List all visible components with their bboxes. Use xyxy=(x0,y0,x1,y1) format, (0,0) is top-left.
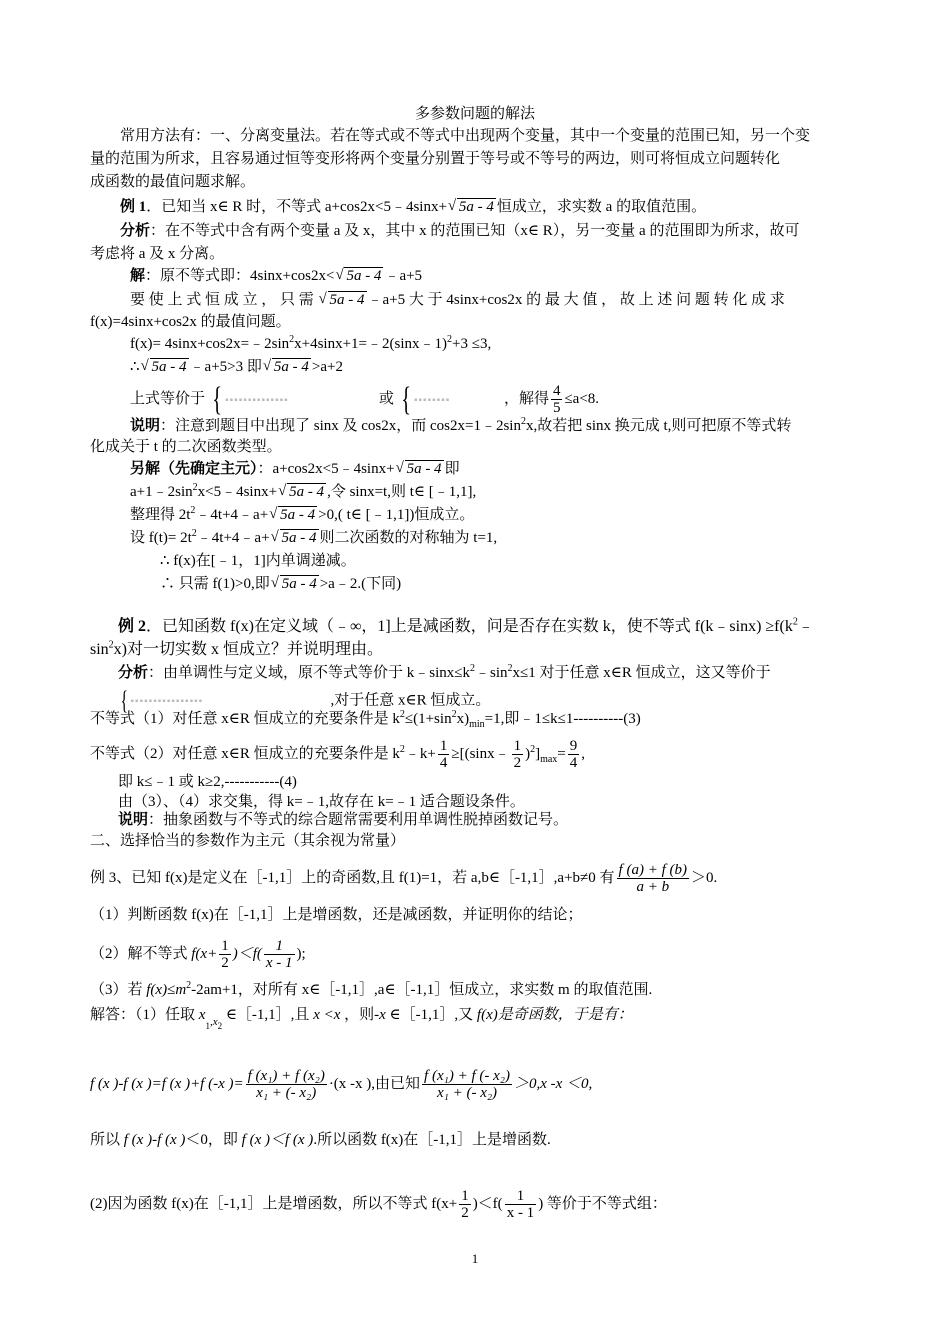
intro-line-2: 量的范围为所求，且容易通过恒等变形将两个变量分别置于等号或不等号的两边，则可将恒成立问题转化 xyxy=(90,151,781,167)
brace-system-icon: { xyxy=(400,380,411,418)
example-3-solution-2: f (x )-f (x )=f (x )+f (-x )= $\frac{\text{f (x₁) + f (x₂)}}{\text{x₁ + (- x₂)}}$ ·(x -x ),由已知 $\frac{\text{f (x₁) + f (- x₂)}}{\text{x₁ + (- x₂)}}$ ＞0,x -x ＜0, xyxy=(90,1068,593,1101)
example-1-analysis-2: 考虑将 a 及 x 分离。 xyxy=(90,246,225,262)
example-1-solution-3: f(x)=4sinx+cos2x 的最值问题。 xyxy=(90,314,291,330)
fraction: $\frac{f (a) + f (b)}{a + b}$ xyxy=(618,862,687,895)
example-1-note-2: 化成关于 t 的二次函数类型。 xyxy=(90,439,282,455)
faded-inequality-system: ▪▪▪▪▪▪▪▪ xyxy=(413,394,451,406)
example-1-statement: 例 1．已知当 x∈ R 时，不等式 a+cos2x<5﹣4sinx+√ 5a - 4 恒成立，求实数 a 的取值范围。 xyxy=(120,197,706,217)
example-1-solution-1: 解：原不等式即：4sinx+cos2x<√ 5a - 4 ﹣a+5 xyxy=(130,266,422,286)
sqrt-expression: √ 5a - 4 xyxy=(278,482,326,502)
example-1-alt-3: 整理得 $2t^2﹣4t+4﹣a+√$ 5a - 4 >0,( t∈ [﹣1,1])恒成立。 xyxy=(130,505,474,525)
example-1-solution-6: 上式等价于 { ▪▪▪▪▪▪▪▪▪▪▪▪▪▪ 或 { ▪▪▪▪▪▪▪▪ ，解得 $\frac{4}{5}$ ≤a<8. xyxy=(130,380,600,418)
example-2-line-6: 由（3）、（4）求交集，得 k=﹣1,故存在 k=﹣1 适合题设条件。 xyxy=(118,794,525,810)
example-1-alt-1: 另解（先确定主元）：a+cos2x<5﹣4sinx+√ 5a - 4 即 xyxy=(130,459,460,479)
sqrt-expression: √ 5a - 4 xyxy=(319,290,367,310)
example-1-alt-4: 设 $f(t)= 2t^2﹣4t+4﹣a+√$ 5a - 4 则二次函数的对称轴为 t=1, xyxy=(130,528,497,548)
example-1-solution-2: 要 使 上 式 恒 成 立 ， 只 需 √ 5a - 4 ﹣a+5 大 于 4sinx+cos2x 的 最 大 值 ， 故 上 述 问 题 转 化 成 求 xyxy=(130,290,785,310)
example-1-solution-5: ∴√ 5a - 4 ﹣a+5>3 即√ 5a - 4 >a+2 xyxy=(130,357,343,377)
page-title: 多参数问题的解法 xyxy=(414,106,535,122)
sqrt-expression: √ 5a - 4 xyxy=(141,357,189,377)
sqrt-expression: √ 5a - 4 xyxy=(396,459,444,479)
intro-line-1: 常用方法有：一、分离变量法。若在等式或不等式中出现两个变量，其中一个变量的范围已知，另一个变 xyxy=(120,128,811,144)
section-2-heading: 二、选择恰当的参数作为主元（其余视为常量） xyxy=(90,833,406,849)
example-2-line-4: 不等式（2）对任意 x∈R 恒成立的充要条件是 $k^2﹣k+$ $\frac{1}{4}$ ≥[(sinx﹣ $\frac{1}{2}$ )$^2]_{max}=$ $\frac{9}{4}$ , xyxy=(90,738,586,771)
fraction: $\frac{1}{2}$ xyxy=(461,1188,469,1221)
sqrt-expression: √ 5a - 4 xyxy=(271,574,319,594)
sqrt-expression: √ 5a - 4 xyxy=(269,505,317,525)
fraction: $\frac{\text{f (x₁) + f (x₂)}}{\text{x₁ + (- x₂)}}$ xyxy=(247,1068,325,1101)
example-1-label: 例 1 xyxy=(120,199,147,215)
example-2-analysis-2: { ▪▪▪▪▪▪▪▪▪▪▪▪▪▪▪▪ ,对于任意 x∈R 恒成立。 xyxy=(120,686,491,715)
example-2-line-5: 即 k≤﹣1 或 k≥2,-----------(4) xyxy=(118,774,297,790)
example-1-solution-4: $f(x)= 4\sin x+\cos 2x=﹣2\sin^2x+4\sin x+1=﹣2(\sin x﹣1)^2+3 \le 3$, xyxy=(130,334,492,352)
sqrt-expression: √ 5a - 4 xyxy=(448,197,496,217)
example-3-q1: （1）判断函数 f(x)在［-1,1］上是增函数，还是减函数，并证明你的结论； xyxy=(90,907,583,923)
example-1-alt-2: $a+1﹣2\sin^2x<5﹣4\sin x+√$ 5a - 4 ,令 sinx=t,则 t∈ [﹣1,1], xyxy=(130,482,476,502)
example-3-q3: （3）若 $f(x)\le m^2-2am+1$，对所有 x∈［-1,1］,a∈［-1,1］恒成立，求实数 m 的取值范围. xyxy=(90,980,653,998)
example-3-q2: （2）解不等式 f(x+ $\frac{1}{2}$ )＜f( $\frac{1}{x - 1}$ ); xyxy=(90,938,306,971)
fraction: $\frac{1}{x - 1}$ xyxy=(506,1188,535,1221)
fraction: $\frac{1}{2}$ xyxy=(513,738,522,771)
fraction: $\frac{1}{4}$ xyxy=(439,738,448,771)
sqrt-expression: √ 5a - 4 xyxy=(335,266,383,286)
fraction: $\frac{9}{4}$ xyxy=(569,738,578,771)
example-2-statement-2: $\sin^2x$)对一切实数 x 恒成立？并说明理由。 xyxy=(90,639,384,658)
example-2-statement: 例 2．已知函数 f(x)在定义域（﹣∞，1]上是减函数，问是否存在实数 k，使不等式 f(k﹣sinx) $\ge f(k^2﹣$ xyxy=(118,616,814,635)
example-3-solution-1: 解答：（1）任取 $x_{1,x2}$ ∈［-1,1］,且 x <x ，则-x ∈［-1,1］,又 f(x)是奇函数，于是有： xyxy=(90,1007,633,1031)
example-1-alt-5: ∴ f(x)在[﹣1，1]内单调递减。 xyxy=(160,553,356,569)
sqrt-expression: √ 5a - 4 xyxy=(271,528,319,548)
example-1-analysis: 分析：在不等式中含有两个变量 a 及 x，其中 x 的范围已知（x∈ R），另一变量 a 的范围即为所求，故可 xyxy=(120,223,800,239)
fraction: $\frac{4}{5}$ xyxy=(552,383,561,416)
faded-inequality-system: ▪▪▪▪▪▪▪▪▪▪▪▪▪▪▪▪ xyxy=(130,696,204,708)
example-1-note: 说明：注意到题目中出现了 sinx 及 cos2x，而 $\cos 2x=1﹣2\sin^2x$,故若把 sinx 换元成 t,则可把原不等式转 xyxy=(130,416,792,434)
example-2-analysis: 分析：由单调性与定义域，原不等式等价于 $k﹣\sin x\le k^2﹣\sin^2x\le 1$ 对于任意 x∈R 恒成立，这又等价于 xyxy=(118,663,771,681)
example-3-statement: 例 3、已知 f(x)是定义在［-1,1］上的奇函数,且 f(1)=1，若 a,b∈［-1,1］,a+b≠0 有 $\frac{f (a) + f (b)}{a + b}$ ＞0. xyxy=(90,862,718,895)
fraction: $\frac{1}{2}$ xyxy=(221,938,229,971)
faded-inequality-system: ▪▪▪▪▪▪▪▪▪▪▪▪▪▪ xyxy=(225,394,289,406)
fraction: $\frac{\text{f (x₁) + f (- x₂)}}{\text{x₁ + (- x₂)}}$ xyxy=(424,1068,510,1101)
example-3-solution-3: 所以 f (x )-f (x )＜0，即 f (x )＜f (x ).所以函数 f(x)在［-1,1］上是增函数. xyxy=(90,1132,551,1148)
brace-system-icon: { xyxy=(212,380,222,418)
brace-system-icon: { xyxy=(120,686,128,715)
example-1-alt-6: ∴ 只需 f(1)>0,即√ 5a - 4 >a﹣2.(下同) xyxy=(160,574,401,594)
example-2-line-3: 不等式（1）对任意 x∈R 恒成立的充要条件是 $k^2\le(1+\sin^2x)_{min}=1$,即﹣1≤k≤1----------(3) xyxy=(90,709,641,730)
fraction: $\frac{1}{x - 1}$ xyxy=(265,938,293,971)
page-number: 1 xyxy=(471,1251,479,1266)
example-2-note: 说明：抽象函数与不等式的综合题常需要利用单调性脱掉函数记号。 xyxy=(118,812,569,828)
example-3-solution-4: (2)因为函数 f(x)在［-1,1］上是增函数，所以不等式 f(x+ $\frac{1}{2}$ )＜f( $\frac{1}{x - 1}$ ) 等价于不等式组： xyxy=(90,1188,667,1221)
intro-line-3: 成函数的最值问题求解。 xyxy=(90,174,256,190)
sqrt-expression: √ 5a - 4 xyxy=(263,357,311,377)
